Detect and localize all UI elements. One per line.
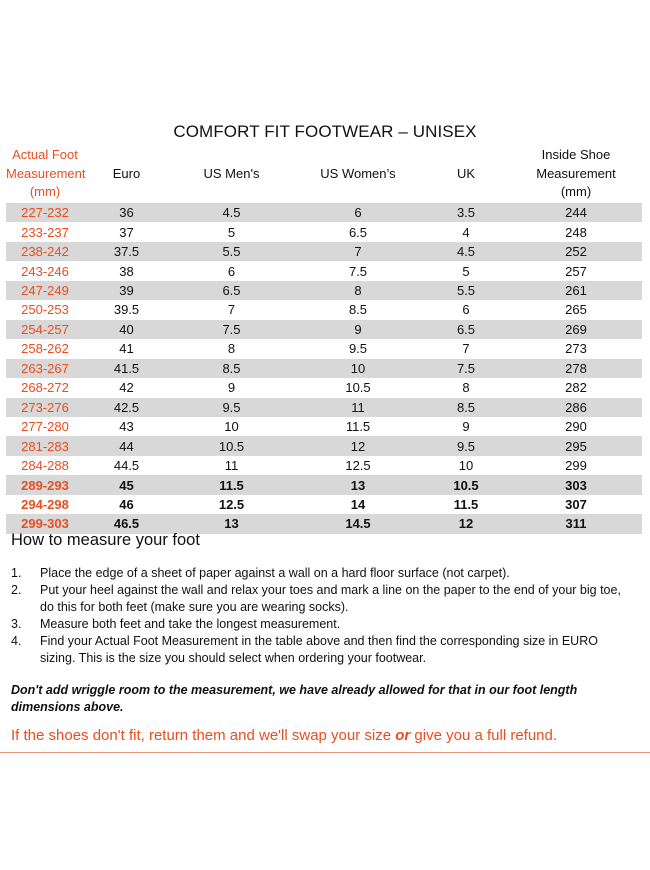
table-cell: 248 — [565, 224, 587, 240]
step-text: Find your Actual Foot Measurement in the table above and then find the corresponding size in EURO sizing. This is the size you should select when ordering your footwear. — [40, 634, 598, 665]
instruction-step — [11, 616, 631, 633]
table-cell: 4.5 — [422, 242, 510, 261]
table-cell: 238-242 — [6, 242, 84, 261]
table-cell: 14.5 — [294, 514, 422, 533]
table-cell: 10 — [294, 359, 422, 378]
instruction-step — [11, 582, 631, 616]
table-cell: 5 — [227, 224, 236, 240]
table-cell: 6.5 — [348, 224, 368, 240]
table-cell: 45 — [84, 475, 169, 494]
table-cell: 4.5 — [169, 203, 294, 222]
table-cell: 9.5 — [169, 398, 294, 417]
table-row — [6, 320, 642, 339]
instruction-step — [11, 633, 631, 667]
table-cell: 284-288 — [21, 458, 69, 474]
table-cell: 6 — [294, 203, 422, 222]
table-cell: 37 — [119, 224, 134, 240]
table-body — [6, 203, 642, 534]
table-cell: 9.5 — [348, 341, 368, 357]
step-text: Measure both feet and take the longest measurement. — [40, 617, 341, 631]
table-cell: 12.5 — [218, 497, 245, 513]
table-cell: 5 — [462, 263, 470, 279]
table-cell: 4 — [462, 224, 470, 240]
table-cell: 9 — [462, 419, 470, 435]
table-cell: 9.5 — [422, 436, 510, 455]
sizing-note: Don't add wriggle room to the measurement, we have already allowed for that in our foot length dimensions above. — [11, 683, 578, 714]
table-cell: 38 — [119, 263, 134, 279]
table-cell: 9 — [227, 380, 236, 396]
table-row — [6, 456, 642, 475]
table-cell: 12 — [294, 436, 422, 455]
header-euro: Euro — [112, 165, 141, 181]
table-cell: 9 — [294, 320, 422, 339]
table-cell: 13 — [294, 475, 422, 494]
table-cell: 269 — [510, 320, 642, 339]
table-cell: 14 — [350, 497, 366, 513]
step-number: 2. — [11, 583, 22, 597]
table-cell: 307 — [565, 497, 587, 513]
size-chart-table — [6, 145, 642, 534]
table-cell: 257 — [565, 263, 587, 279]
table-cell: 6.5 — [169, 281, 294, 300]
table-cell: 41 — [119, 341, 134, 357]
table-cell: 8 — [294, 281, 422, 300]
step-number: 3. — [11, 617, 22, 631]
header-inside-shoe: Inside Shoe Measurement (mm) — [536, 147, 616, 200]
table-cell: 278 — [510, 359, 642, 378]
table-cell: 273 — [565, 341, 587, 357]
table-row — [6, 203, 642, 222]
table-cell: 258-262 — [21, 341, 69, 357]
table-cell: 39 — [84, 281, 169, 300]
table-cell: 10.5 — [422, 475, 510, 494]
table-cell: 265 — [565, 302, 587, 318]
table-cell: 303 — [510, 475, 642, 494]
table-cell: 7 — [462, 341, 470, 357]
table-cell: 277-280 — [21, 419, 69, 435]
header-us-mens: US Men's — [203, 165, 260, 181]
table-cell: 295 — [510, 436, 642, 455]
table-cell: 261 — [510, 281, 642, 300]
header-uk: UK — [456, 165, 476, 181]
table-cell: 44.5 — [113, 458, 140, 474]
table-cell: 41.5 — [84, 359, 169, 378]
instructions-list — [11, 565, 631, 667]
table-cell: 46 — [119, 497, 134, 513]
step-number: 1. — [11, 566, 22, 580]
table-cell: 289-293 — [6, 475, 84, 494]
table-row — [6, 417, 642, 436]
table-cell: 268-272 — [21, 380, 69, 396]
table-cell: 36 — [84, 203, 169, 222]
table-cell: 10 — [224, 419, 239, 435]
table-row — [6, 495, 642, 514]
table-cell: 11.5 — [453, 497, 479, 513]
table-cell: 11.5 — [345, 419, 371, 435]
table-row — [6, 359, 642, 378]
header-us-womens: US Women’s — [320, 165, 396, 181]
step-text: Place the edge of a sheet of paper against a wall on a hard floor surface (not carpet). — [40, 566, 510, 580]
table-cell: 252 — [510, 242, 642, 261]
table-cell: 8 — [227, 341, 236, 357]
table-cell: 254-257 — [6, 320, 84, 339]
table-cell: 5.5 — [422, 281, 510, 300]
table-cell: 8.5 — [348, 302, 368, 318]
table-cell: 7.5 — [422, 359, 510, 378]
table-header-row — [6, 145, 642, 203]
table-cell: 11 — [224, 458, 239, 474]
howto-title: How to measure your foot — [11, 531, 200, 549]
table-row — [6, 378, 642, 397]
table-cell: 311 — [510, 514, 642, 533]
table-cell: 244 — [510, 203, 642, 222]
table-cell: 247-249 — [6, 281, 84, 300]
table-cell: 42.5 — [84, 398, 169, 417]
table-cell: 39.5 — [113, 302, 140, 318]
table-cell: 7 — [294, 242, 422, 261]
table-cell: 282 — [565, 380, 587, 396]
table-row — [6, 242, 642, 261]
table-cell: 6.5 — [422, 320, 510, 339]
table-row — [6, 300, 642, 319]
table-cell: 233-237 — [21, 224, 69, 240]
instruction-step — [11, 565, 631, 582]
refund-text-start: If the shoes don't fit, return them and we'll swap your size — [11, 727, 396, 744]
table-cell: 286 — [510, 398, 642, 417]
step-number: 4. — [11, 634, 22, 648]
table-cell: 299 — [565, 458, 587, 474]
table-row — [6, 281, 642, 300]
table-cell: 281-283 — [6, 436, 84, 455]
table-cell: 42 — [119, 380, 134, 396]
table-cell: 6 — [462, 302, 470, 318]
table-cell: 290 — [565, 419, 587, 435]
table-cell: 11.5 — [169, 475, 294, 494]
refund-statement — [11, 727, 641, 744]
table-cell: 37.5 — [84, 242, 169, 261]
table-cell: 43 — [119, 419, 134, 435]
table-cell: 294-298 — [21, 497, 69, 513]
table-row — [6, 339, 642, 358]
table-cell: 13 — [169, 514, 294, 533]
table-cell: 250-253 — [21, 302, 69, 318]
table-cell: 3.5 — [422, 203, 510, 222]
table-row — [6, 436, 642, 455]
table-cell: 40 — [84, 320, 169, 339]
table-cell: 227-232 — [6, 203, 84, 222]
refund-emphasis: or — [395, 727, 411, 744]
table-cell: 8 — [462, 380, 470, 396]
header-actual-foot: Actual Foot Measurement (mm) — [6, 147, 86, 200]
table-cell: 5.5 — [169, 242, 294, 261]
table-cell: 12.5 — [345, 458, 371, 474]
table-cell: 7.5 — [169, 320, 294, 339]
refund-text-end: give you a full refund. — [410, 727, 558, 744]
table-row — [6, 261, 642, 280]
table-cell: 8.5 — [422, 398, 510, 417]
table-cell: 12 — [422, 514, 510, 533]
page-title: COMFORT FIT FOOTWEAR – UNISEX — [173, 122, 477, 141]
table-cell: 46.5 — [84, 514, 169, 533]
table-cell: 299-303 — [6, 514, 84, 533]
table-cell: 243-246 — [21, 263, 69, 279]
table-cell: 8.5 — [169, 359, 294, 378]
table-cell: 273-276 — [6, 398, 84, 417]
table-cell: 10 — [458, 458, 474, 474]
table-cell: 44 — [84, 436, 169, 455]
table-row — [6, 222, 642, 241]
divider — [0, 752, 650, 753]
table-cell: 10.5 — [345, 380, 371, 396]
step-text: Put your heel against the wall and relax your toes and mark a line on the paper to the end of your big toe, do this for both feet (make sure you are wearing socks). — [40, 583, 621, 614]
table-row — [6, 398, 642, 417]
table-cell: 11 — [294, 398, 422, 417]
table-cell: 6 — [227, 263, 236, 279]
table-cell: 263-267 — [6, 359, 84, 378]
table-cell: 7 — [227, 302, 236, 318]
table-row — [6, 475, 642, 494]
table-cell: 10.5 — [169, 436, 294, 455]
table-cell: 7.5 — [348, 263, 368, 279]
